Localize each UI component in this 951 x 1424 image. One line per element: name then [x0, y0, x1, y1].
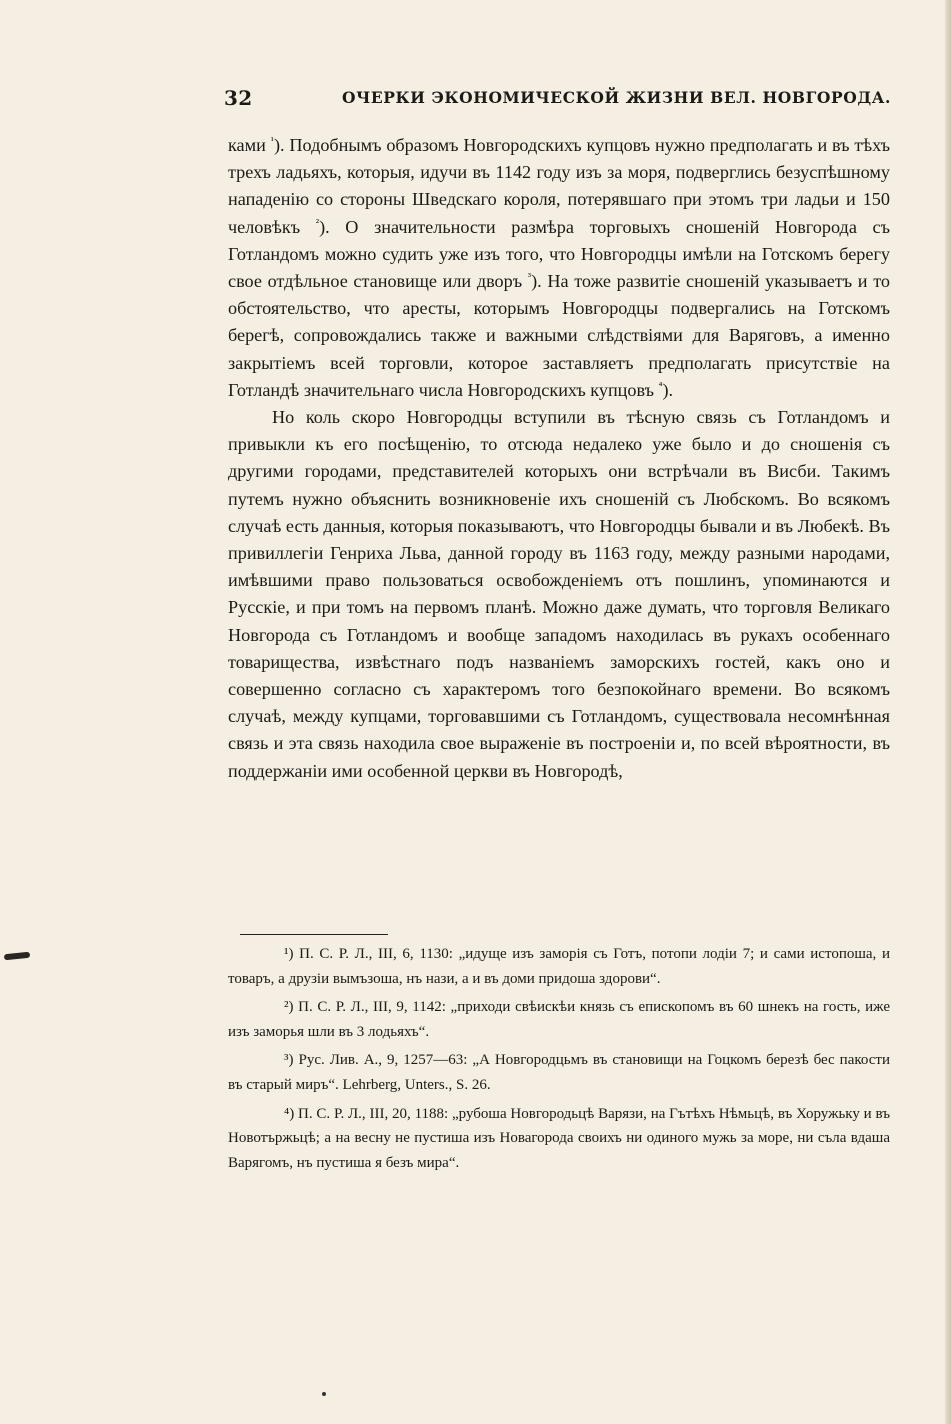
margin-ink-mark	[4, 952, 30, 961]
footnote-ref-3: ³	[527, 270, 532, 283]
page-number: 32	[224, 86, 253, 110]
ink-dot	[322, 1392, 326, 1396]
paragraph-2: Но коль скоро Новгородцы вступили въ тѣсную связь съ Готландомъ и привыкли къ его посѣщенію, то отсюда недалеко уже было и до сношенія съ другими городами, представителей которыхъ они встрѣчали въ Висби. Такимъ путемъ нужно объяснить возникновеніе ихъ сношеній съ Любскомъ. Во всякомъ случаѣ есть данныя, которыя показываютъ, что Новгородцы бывали и въ Любекѣ. Въ привиллегіи Генриха Льва, данной городу въ 1163 году, между разными народами, имѣвшими право пользоваться освобожденіемъ отъ пошлинъ, упоминаются и Русскіе, и при томъ на первомъ планѣ. Можно даже думать, что торговля Великаго Новгорода съ Готландомъ и вообще западомъ находилась въ рукахъ особеннаго товарищества, извѣстнаго подъ названіемъ заморскихъ гостей, какъ оно и совершенно согласно съ характеромъ того безпокойнаго времени. Во всякомъ случаѣ, между купцами, торговавшими съ Готландомъ, существовала несомнѣнная связь и эта связь находила свое выраженіе въ построеніи и, по всей вѣроятности, въ поддержаніи ими особенной церкви въ Новгородѣ,	[228, 407, 890, 781]
paragraph-1-part-b: ). Подобнымъ образомъ Новгородскихъ купцовъ нужно предполагать и въ тѣхъ трехъ ладьяхъ, которыя, идучи въ 1142 году изъ за моря, подверглись безуспѣшному нападенію со стороны Шведскаго короля, потерявшаго при этомъ три ладьи и 150 человѣкъ	[228, 135, 890, 237]
footnote-ref-1: ¹	[270, 134, 274, 147]
page-edge	[945, 0, 951, 1424]
footnote-separator	[240, 934, 388, 935]
footnote-4: ⁴) П. С. Р. Л., III, 20, 1188: „рубоша Новгородьцѣ Варязи, на Гътѣхъ Нѣмьцѣ, въ Хоружьку и въ Новотържьцѣ; а на весну не пустиша изъ Новагорода своихъ ни одиного мужь за море, ни съла вдаша Варягомъ, нъ пустиша я безъ мира“.	[228, 1105, 890, 1171]
footnote-2: ²) П. С. Р. Л., III, 9, 1142: „приходи свѣискѣи князь съ епископомъ въ 60 шнекъ на гость, иже изъ заморья шли въ 3 лодьяхъ“.	[228, 999, 890, 1040]
footnote-1: ¹) П. С. Р. Л., III, 6, 1130: „идуще изъ заморія съ Готъ, потопи лодіи 7; и сами истопоша, и товаръ, а друзіи вымъзоша, нъ нази, а и въ доми придоша здорови“.	[228, 946, 890, 987]
main-text	[228, 132, 890, 785]
footnote-3: ³) Рус. Лив. А., 9, 1257—63: „А Новгородцьмъ въ становищи на Гоцкомъ березѣ бес пакости въ старый миръ“. Lehrberg, Unters., S. 26.	[228, 1052, 890, 1093]
footnote-ref-2: ²	[315, 216, 320, 229]
running-title: ОЧЕРКИ ЭКОНОМИЧЕСКОЙ ЖИЗНИ ВЕЛ. НОВГОРОДА.	[342, 88, 891, 107]
paragraph-1-part-e: ).	[662, 379, 674, 400]
paragraph-1-part-c: ). О значительности размѣра торговыхъ сношеній Новгорода съ Готландомъ можно судить уже изъ того, что Новгородцы имѣли на Готскомъ берегу свое отдѣльное становище или дворъ	[228, 216, 891, 292]
paragraph-1-part-d: ). На тоже развитіе сношеній указываетъ и то обстоятельство, что аресты, которымъ Новгородцы подвергались на Готскомъ берегѣ, сопровождались также и важными слѣдствіями для Варяговъ, а именно закрытіемъ всей торговли, которое заставляетъ предполагать присутствіе на Готландѣ значительнаго числа Новгородскихъ купцовъ	[228, 271, 890, 400]
page-header	[224, 86, 892, 110]
paragraph-1-part-a: ками	[228, 135, 271, 155]
footnote-ref-4: ⁴	[658, 379, 663, 392]
footnotes	[228, 942, 890, 1179]
paragraph-1	[228, 132, 890, 404]
